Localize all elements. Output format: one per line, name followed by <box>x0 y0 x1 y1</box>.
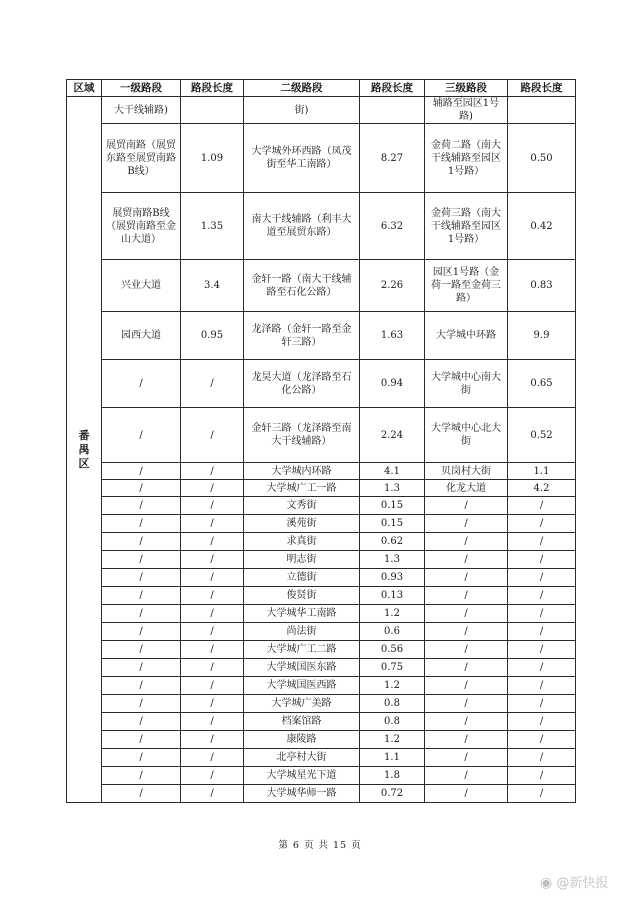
level3-length-cell: / <box>508 749 576 767</box>
level1-length-cell: / <box>181 497 244 515</box>
level2-road-cell: 溪苑街 <box>244 515 360 533</box>
level3-length-cell: / <box>508 767 576 785</box>
level1-length-cell: 1.09 <box>181 124 244 193</box>
level2-road-cell: 大学城国医西路 <box>244 677 360 695</box>
level2-length-cell: 4.1 <box>360 463 425 480</box>
level2-road-cell: 大学城华工南路 <box>244 605 360 623</box>
district-char: 番 <box>78 428 90 442</box>
level2-length-cell: 6.32 <box>360 193 425 260</box>
level1-length-cell: 3.4 <box>181 260 244 312</box>
level3-road-cell: / <box>425 605 508 623</box>
level1-length-cell: 1.35 <box>181 193 244 260</box>
level1-road-cell: / <box>102 408 181 463</box>
level2-length-cell: 0.6 <box>360 623 425 641</box>
level3-road-cell: / <box>425 749 508 767</box>
level1-road-cell: / <box>102 713 181 731</box>
level1-road-cell: / <box>102 623 181 641</box>
level2-road-cell: 大学城星光下道 <box>244 767 360 785</box>
level1-road-cell: / <box>102 641 181 659</box>
level2-road-cell: 大学城广工二路 <box>244 641 360 659</box>
level3-length-cell: / <box>508 551 576 569</box>
level3-road-cell: / <box>425 533 508 551</box>
level1-length-cell: / <box>181 408 244 463</box>
level3-length-cell: / <box>508 623 576 641</box>
level3-road-cell: / <box>425 785 508 803</box>
level3-road-cell: 贝岗村大街 <box>425 463 508 480</box>
level3-road-cell: / <box>425 659 508 677</box>
level3-road-cell: 大学城中环路 <box>425 312 508 360</box>
level1-road-cell: / <box>102 569 181 587</box>
level2-length-cell: 1.1 <box>360 749 425 767</box>
level1-road-cell: / <box>102 497 181 515</box>
level2-length-cell: 1.8 <box>360 767 425 785</box>
table-row <box>67 408 576 463</box>
level3-road-cell: / <box>425 695 508 713</box>
level2-road-cell: 大学城国医东路 <box>244 659 360 677</box>
level3-length-cell: / <box>508 587 576 605</box>
table-row <box>67 533 576 551</box>
level3-road-cell: / <box>425 569 508 587</box>
level2-length-cell: 1.3 <box>360 551 425 569</box>
level3-length-cell: 9.9 <box>508 312 576 360</box>
level3-length-cell: 0.83 <box>508 260 576 312</box>
level3-length-cell: / <box>508 605 576 623</box>
level3-road-cell: / <box>425 623 508 641</box>
header-level2-length: 路段长度 <box>360 80 425 97</box>
level2-length-cell <box>360 97 425 124</box>
level1-length-cell: / <box>181 713 244 731</box>
level2-length-cell: 1.63 <box>360 312 425 360</box>
level2-length-cell: 1.2 <box>360 605 425 623</box>
table-row <box>67 480 576 497</box>
level1-road-cell: / <box>102 605 181 623</box>
level3-length-cell: / <box>508 533 576 551</box>
table-row <box>67 659 576 677</box>
table-row <box>67 713 576 731</box>
table-row <box>67 260 576 312</box>
level3-length-cell: / <box>508 785 576 803</box>
level2-length-cell: 0.8 <box>360 695 425 713</box>
level1-road-cell: / <box>102 360 181 408</box>
level1-length-cell: / <box>181 515 244 533</box>
level2-length-cell: 2.26 <box>360 260 425 312</box>
road-section-table <box>66 79 576 803</box>
level3-road-cell: / <box>425 515 508 533</box>
level3-length-cell: / <box>508 497 576 515</box>
level1-length-cell: / <box>181 605 244 623</box>
table-row <box>67 124 576 193</box>
level2-road-cell: 档案馆路 <box>244 713 360 731</box>
level3-length-cell: / <box>508 641 576 659</box>
table-row <box>67 587 576 605</box>
level2-road-cell: 大学城华师一路 <box>244 785 360 803</box>
header-district: 区域 <box>67 80 102 97</box>
level1-length-cell: / <box>181 641 244 659</box>
level2-road-cell: 街) <box>244 97 360 124</box>
table-row <box>67 731 576 749</box>
level1-length-cell: / <box>181 785 244 803</box>
header-level1-length: 路段长度 <box>181 80 244 97</box>
page-number: 第 6 页 共 15 页 <box>278 840 362 851</box>
level2-road-cell: 求真街 <box>244 533 360 551</box>
level3-road-cell: 化龙大道 <box>425 480 508 497</box>
district-char: 禺 <box>78 442 90 456</box>
level3-road-cell: / <box>425 641 508 659</box>
watermark <box>540 872 608 891</box>
level1-road-cell: 园西大道 <box>102 312 181 360</box>
level2-road-cell: 大学城内环路 <box>244 463 360 480</box>
table-row <box>67 497 576 515</box>
level1-road-cell: / <box>102 533 181 551</box>
level2-length-cell: 1.2 <box>360 677 425 695</box>
level1-road-cell: / <box>102 463 181 480</box>
level1-length-cell: / <box>181 480 244 497</box>
level2-road-cell: 金轩三路（龙泽路至南大干线辅路） <box>244 408 360 463</box>
level2-length-cell: 0.15 <box>360 497 425 515</box>
header-level2-road: 二级路段 <box>244 80 360 97</box>
level2-length-cell: 0.75 <box>360 659 425 677</box>
weibo-icon: ◉ <box>540 875 553 891</box>
level2-road-cell: 大学城广工一路 <box>244 480 360 497</box>
level2-road-cell: 明志街 <box>244 551 360 569</box>
table-row <box>67 312 576 360</box>
level3-length-cell: 0.65 <box>508 360 576 408</box>
level3-road-cell: / <box>425 767 508 785</box>
level2-road-cell: 大学城广美路 <box>244 695 360 713</box>
level1-road-cell: / <box>102 731 181 749</box>
level3-road-cell: / <box>425 497 508 515</box>
level3-road-cell: / <box>425 731 508 749</box>
table-row <box>67 785 576 803</box>
level3-length-cell: 0.50 <box>508 124 576 193</box>
level2-length-cell: 0.13 <box>360 587 425 605</box>
level2-road-cell: 北亭村大街 <box>244 749 360 767</box>
level2-road-cell: 俊贤街 <box>244 587 360 605</box>
level2-road-cell: 文秀街 <box>244 497 360 515</box>
level2-length-cell: 0.56 <box>360 641 425 659</box>
table-row <box>67 360 576 408</box>
level2-length-cell: 1.2 <box>360 731 425 749</box>
level2-length-cell: 8.27 <box>360 124 425 193</box>
level1-length-cell: / <box>181 677 244 695</box>
level1-road-cell: / <box>102 659 181 677</box>
table-row <box>67 97 576 124</box>
level2-length-cell: 0.93 <box>360 569 425 587</box>
level1-length-cell: / <box>181 695 244 713</box>
table-row <box>67 193 576 260</box>
header-level1-road: 一级路段 <box>102 80 181 97</box>
level3-road-cell: / <box>425 713 508 731</box>
level2-length-cell: 0.15 <box>360 515 425 533</box>
level3-length-cell: 0.42 <box>508 193 576 260</box>
level3-length-cell: / <box>508 713 576 731</box>
table-row <box>67 569 576 587</box>
level3-length-cell: / <box>508 659 576 677</box>
level3-road-cell: / <box>425 587 508 605</box>
level1-road-cell: / <box>102 551 181 569</box>
level1-road-cell: 兴业大道 <box>102 260 181 312</box>
level1-length-cell: / <box>181 360 244 408</box>
table-row <box>67 677 576 695</box>
level1-road-cell: / <box>102 749 181 767</box>
level1-road-cell: / <box>102 677 181 695</box>
level2-road-cell: 大学城外环西路（凤茂街至华工南路） <box>244 124 360 193</box>
level1-road-cell: / <box>102 587 181 605</box>
level3-length-cell: / <box>508 731 576 749</box>
level3-road-cell: 大学城中心北大街 <box>425 408 508 463</box>
level2-length-cell: 0.72 <box>360 785 425 803</box>
level1-length-cell: / <box>181 623 244 641</box>
level3-length-cell: / <box>508 569 576 587</box>
level3-road-cell: / <box>425 677 508 695</box>
level2-road-cell: 立德街 <box>244 569 360 587</box>
table-row <box>67 749 576 767</box>
table-row <box>67 605 576 623</box>
level1-length-cell <box>181 97 244 124</box>
level1-road-cell: / <box>102 480 181 497</box>
level1-road-cell: 大干线辅路) <box>102 97 181 124</box>
level3-road-cell: 金荷二路（南大干线辅路至园区1号路） <box>425 124 508 193</box>
level1-length-cell: / <box>181 463 244 480</box>
header-level3-road: 三级路段 <box>425 80 508 97</box>
level3-road-cell: 辅路至园区1号路) <box>425 97 508 124</box>
level2-road-cell: 龙泽路（金轩一路至金轩三路） <box>244 312 360 360</box>
level3-road-cell: 大学城中心南大街 <box>425 360 508 408</box>
level1-length-cell: / <box>181 731 244 749</box>
table-row <box>67 641 576 659</box>
level1-length-cell: / <box>181 551 244 569</box>
level2-road-cell: 尚法街 <box>244 623 360 641</box>
level3-road-cell: / <box>425 551 508 569</box>
level2-length-cell: 0.8 <box>360 713 425 731</box>
level3-length-cell: / <box>508 515 576 533</box>
level1-length-cell: / <box>181 659 244 677</box>
table-header-row <box>67 80 576 97</box>
level2-road-cell: 康陵路 <box>244 731 360 749</box>
table-row <box>67 767 576 785</box>
level3-length-cell: / <box>508 677 576 695</box>
level3-length-cell: 0.52 <box>508 408 576 463</box>
level1-road-cell: / <box>102 767 181 785</box>
level1-road-cell: 展贸南路（展贸东路至展贸南路B线） <box>102 124 181 193</box>
level2-length-cell: 2.24 <box>360 408 425 463</box>
table-row <box>67 551 576 569</box>
level1-length-cell: / <box>181 533 244 551</box>
table-row <box>67 695 576 713</box>
level1-length-cell: 0.95 <box>181 312 244 360</box>
level2-road-cell: 金轩一路（南大干线辅路至石化公路） <box>244 260 360 312</box>
level3-length-cell: 1.1 <box>508 463 576 480</box>
level1-length-cell: / <box>181 767 244 785</box>
level2-road-cell: 龙昊大道（龙泽路至石化公路） <box>244 360 360 408</box>
level3-road-cell: 金荷三路（南大干线辅路至园区1号路） <box>425 193 508 260</box>
level1-road-cell: 展贸南路B线（展贸南路至金山大道） <box>102 193 181 260</box>
table-row <box>67 463 576 480</box>
district-cell <box>67 97 102 803</box>
level1-road-cell: / <box>102 695 181 713</box>
level1-road-cell: / <box>102 515 181 533</box>
table-row <box>67 515 576 533</box>
level1-length-cell: / <box>181 569 244 587</box>
header-level3-length: 路段长度 <box>508 80 576 97</box>
level3-road-cell: 园区1号路（金荷一路至金荷三路） <box>425 260 508 312</box>
level1-length-cell: / <box>181 749 244 767</box>
level2-length-cell: 0.94 <box>360 360 425 408</box>
level3-length-cell <box>508 97 576 124</box>
level3-length-cell: 4.2 <box>508 480 576 497</box>
level2-length-cell: 0.62 <box>360 533 425 551</box>
level1-length-cell: / <box>181 587 244 605</box>
level3-length-cell: / <box>508 695 576 713</box>
table-row <box>67 623 576 641</box>
district-char: 区 <box>78 456 90 470</box>
level2-road-cell: 南大干线辅路（利丰大道至展贸东路） <box>244 193 360 260</box>
watermark-text: @新快报 <box>556 876 609 891</box>
level1-road-cell: / <box>102 785 181 803</box>
level2-length-cell: 1.3 <box>360 480 425 497</box>
